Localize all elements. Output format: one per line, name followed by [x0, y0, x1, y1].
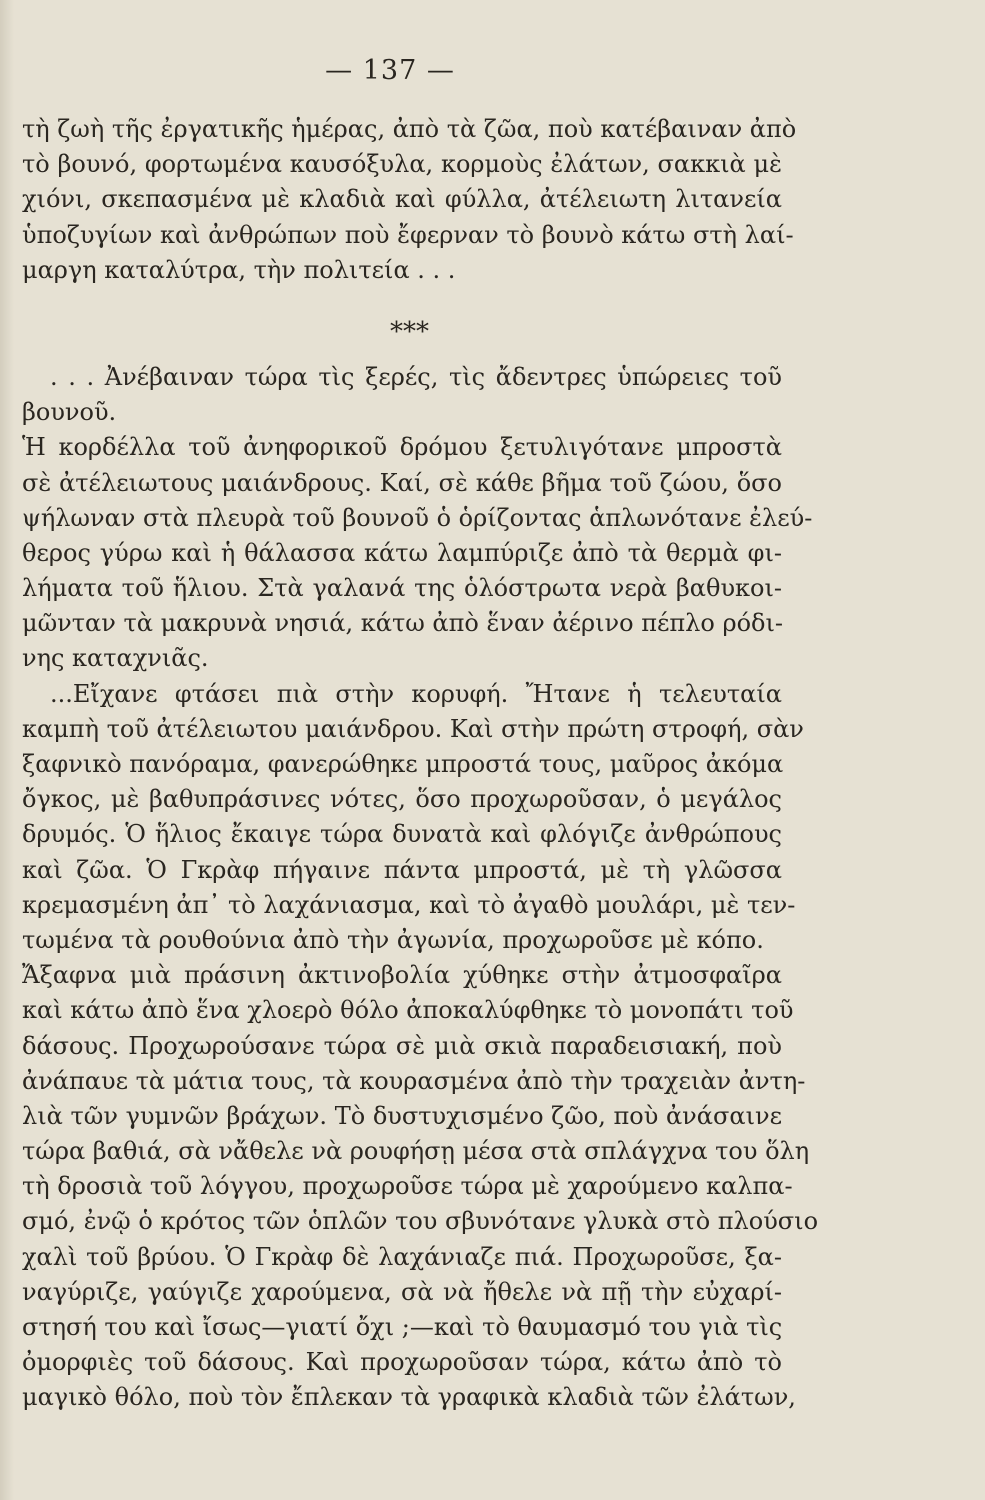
- text-line: Ἄξαφνα μιὰ πράσινη ἀκτινοβολία χύθηκε στὴν ἀτμοσφαῖρα: [22, 961, 782, 990]
- text-line: ...Εἴχανε φτάσει πιὰ στὴν κορυφή. Ἤτανε ἡ τελευταία: [50, 679, 782, 708]
- text-line: χαλὶ τοῦ βρύου. Ὁ Γκρὰφ δὲ λαχάνιαζε πιά. Προχωροῦσε, ξα-: [22, 1242, 782, 1271]
- text-line: καὶ κάτω ἀπὸ ἕνα χλοερὸ θόλο ἀποκαλύφθηκε τὸ μονοπάτι τοῦ: [22, 996, 794, 1025]
- text-line: μῶνταν τὰ μακρυνὰ νησιά, κάτω ἀπὸ ἕναν ἀέρινο πέπλο ρόδι-: [22, 609, 783, 638]
- text-line: ὄγκος, μὲ βαθυπράσινες νότες, ὅσο προχωροῦσαν, ὁ μεγάλος: [22, 785, 782, 814]
- text-line: χιόνι, σκεπασμένα μὲ κλαδιὰ καὶ φύλλα, ἀτέλειωτη λιτανεία: [22, 185, 782, 214]
- text-line: ἀνάπαυε τὰ μάτια τους, τὰ κουρασμένα ἀπὸ τὴν τραχειὰν ἀντη-: [22, 1066, 806, 1095]
- text-line: μαγικὸ θόλο, ποὺ τὸν ἔπλεκαν τὰ γραφικὰ κλαδιὰ τῶν ἐλάτων,: [22, 1383, 796, 1412]
- text-line: ὑποζυγίων καὶ ἀνθρώπων ποὺ ἔφερναν τὸ βουνὸ κάτω στὴ λαί-: [22, 220, 794, 249]
- text-line: θερος γύρω καὶ ἡ θάλασσα κάτω λαμπύριζε ἀπὸ τὰ θερμὰ φι-: [22, 538, 782, 567]
- text-line: λιὰ τῶν γυμνῶν βράχων. Τὸ δυστυχισμένο ζῶο, ποὺ ἀνάσαινε: [22, 1101, 782, 1130]
- body-text: [22, 112, 819, 1416]
- binding-shadow: [0, 0, 14, 1500]
- text-line: στησή του καὶ ἴσως—γιατί ὄχι ;—καὶ τὸ θαυμασμό του γιὰ τὶς: [22, 1313, 783, 1341]
- text-line: καμπὴ τοῦ ἀτέλειωτου μαιάνδρου. Καὶ στὴν πρώτη στροφή, σὰν: [22, 714, 804, 743]
- text-line: δρυμός. Ὁ ἥλιος ἔκαιγε τώρα δυνατὰ καὶ φλόγιζε ἀνθρώπους: [22, 820, 782, 849]
- text-line: βουνοῦ.: [22, 398, 117, 427]
- text-line: σὲ ἀτέλειωτους μαιάνδρους. Καί, σὲ κάθε βῆμα τοῦ ζώου, ὅσο: [22, 468, 782, 497]
- page-number: — 137 —: [325, 55, 455, 86]
- text-line: μαργη καταλύτρα, τὴν πολιτεία . . .: [22, 255, 456, 284]
- text-line: Ἡ κορδέλλα τοῦ ἀνηφορικοῦ δρόμου ξετυλιγότανε μπροστὰ: [22, 433, 782, 462]
- text-line: νης καταχνιᾶς.: [22, 644, 209, 673]
- section-separator: ⁎⁎⁎: [390, 308, 429, 339]
- text-line: τωμένα τὰ ρουθούνια ἀπὸ τὴν ἀγωνία, προχωροῦσε μὲ κόπο.: [22, 925, 764, 954]
- text-line: τὴ ζωὴ τῆς ἐργατικῆς ἡμέρας, ἀπὸ τὰ ζῶα, ποὺ κατέβαιναν ἀπὸ: [22, 115, 797, 143]
- text-line: σμό, ἐνῷ ὁ κρότος τῶν ὁπλῶν του σβυνότανε γλυκὰ στὸ πλούσιο: [22, 1207, 819, 1236]
- text-line: τὴ δροσιὰ τοῦ λόγγου, προχωροῦσε τώρα μὲ χαρούμενο καλπα-: [22, 1172, 793, 1201]
- text-line: ὀμορφιὲς τοῦ δάσους. Καὶ προχωροῦσαν τώρα, κάτω ἀπὸ τὸ: [22, 1348, 782, 1377]
- text-line: λήματα τοῦ ἥλιου. Στὰ γαλανά της ὁλόστρωτα νερὰ βαθυκοι-: [22, 574, 782, 603]
- text-line: ψήλωναν στὰ πλευρὰ τοῦ βουνοῦ ὁ ὁρίζοντας ἁπλωνότανε ἐλεύ-: [22, 503, 813, 532]
- text-line: τὸ βουνό, φορτωμένα καυσόξυλα, κορμοὺς ἐλάτων, σακκιὰ μὲ: [22, 150, 782, 179]
- text-line: δάσους. Προχωρούσανε τώρα σὲ μιὰ σκιὰ παραδεισιακή, ποὺ: [22, 1031, 782, 1060]
- text-line: ναγύριζε, γαύγιζε χαρούμενα, σὰ νὰ ἤθελε νὰ πῇ τὴν εὐχαρί-: [22, 1277, 782, 1306]
- text-line: τώρα βαθιά, σὰ νἄθελε νὰ ρουφήσῃ μέσα στὰ σπλάγχνα του ὅλη: [22, 1137, 810, 1166]
- text-line: . . . Ἀνέβαιναν τώρα τὶς ξερές, τὶς ἄδεντρες ὑπώρειες τοῦ: [50, 362, 782, 391]
- text-line: ξαφνικὸ πανόραμα, φανερώθηκε μπροστά τους, μαῦρος ἀκόμα: [22, 750, 784, 778]
- text-line: κρεμασμένη ἀπ᾽ τὸ λαχάνιασμα, καὶ τὸ ἀγαθὸ μουλάρι, μὲ τεν-: [22, 890, 796, 919]
- text-line: καὶ ζῶα. Ὁ Γκρὰφ πήγαινε πάντα μπροστά, μὲ τὴ γλῶσσα: [22, 855, 782, 884]
